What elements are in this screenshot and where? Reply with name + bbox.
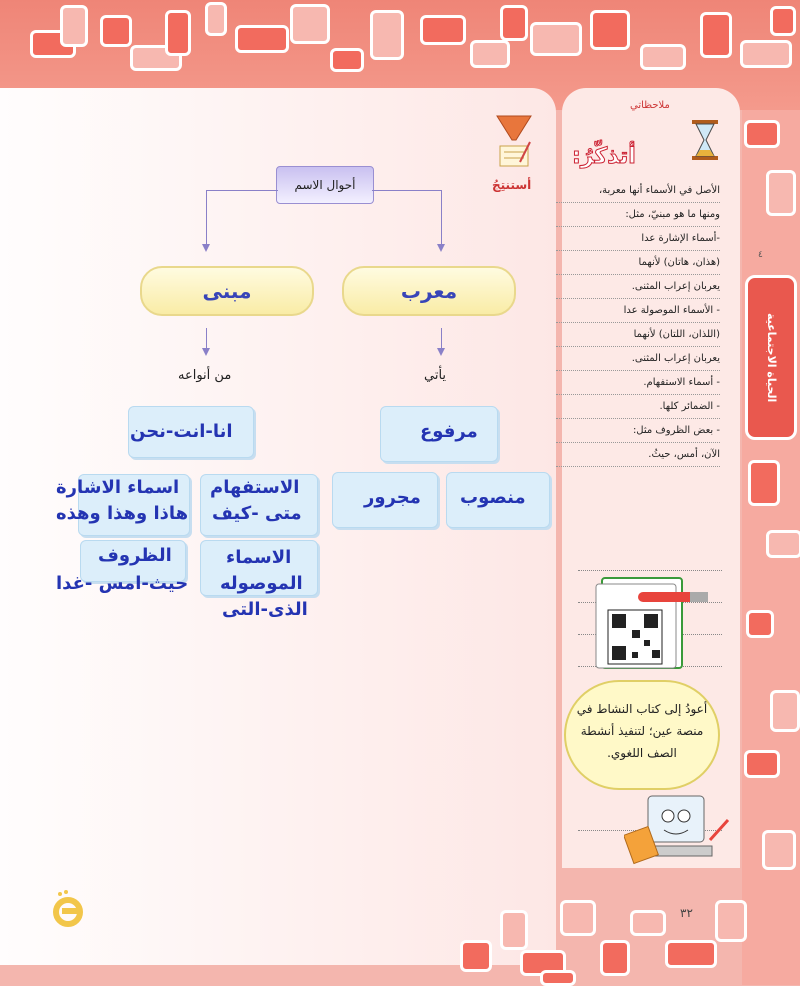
remember-line: - الضمائر كلها. (556, 396, 720, 419)
mawsoula-line3: الذى-التى (222, 599, 308, 620)
arrow-icon (437, 244, 445, 252)
concept-root: أحوال الاسم (276, 166, 374, 204)
conclude-label: أستنتِجُ (492, 178, 532, 192)
chapter-tab[interactable] (745, 275, 797, 440)
istifham-line1: الاستفهام (210, 477, 300, 498)
remember-line: يعربان إعراب المثنى. (556, 276, 720, 299)
remember-title: أتذكّرُ: (572, 144, 636, 169)
remember-line: - الأسماء الموصولة عدا (556, 300, 720, 323)
arrow-icon (202, 244, 210, 252)
thuruf-line1: الظروف (98, 545, 172, 566)
remember-line: ومنها ما هو مبنيّ، مثل: (556, 204, 720, 227)
computer-mascot-icon (624, 790, 734, 870)
arrow-icon (437, 348, 445, 356)
remember-line: الأصل في الأسماء أنها معربة، (556, 180, 720, 203)
remember-line: - أسماء الاستفهام. (556, 372, 720, 395)
bubble-line: منصة عين؛ لتنفيذ أنشطة (580, 724, 704, 738)
activity-bubble (564, 680, 720, 790)
mabni-box: مبنى (140, 266, 314, 316)
right-strip (742, 110, 800, 985)
remember-line: - بعض الظروف مثل: (556, 420, 720, 443)
ishara-line2: هاذا وهذا وهذه (56, 503, 189, 524)
remember-line: -أسماء الإشارة عدا (556, 228, 720, 251)
ishara-line1: اسماء الاشارة (56, 477, 180, 498)
page-number: ٣٢ (680, 906, 693, 920)
connector (441, 328, 442, 350)
murab-sub: يأتي (424, 368, 447, 383)
qr-code-icon[interactable] (594, 570, 714, 670)
chapter-tab-label: الحياة الاجتماعية (765, 312, 778, 403)
marfou-text: مرفوع (420, 421, 478, 442)
mawsoula-line2: الموصوله (220, 573, 303, 594)
murab-box: معرب (342, 266, 516, 316)
connector (206, 328, 207, 350)
note-label: ملاحظاتي (630, 100, 670, 111)
remember-line: الآن، أمس، حيثُ. (556, 444, 720, 467)
istifham-line2: متى -كيف (212, 503, 302, 524)
connector (372, 190, 442, 191)
remember-line: (هذان، هاتان) لأنهما (556, 252, 720, 275)
remember-line: يعربان إعراب المثنى. (556, 348, 720, 371)
mansoub-text: منصوب (460, 487, 526, 508)
mabni-sub: من أنواعه (178, 368, 232, 383)
bubble-line: أعودُ إلى كتاب النشاط في (576, 702, 708, 716)
majrour-text: مجرور (364, 487, 421, 508)
hourglass-icon (690, 118, 720, 162)
mabni-top-text: انا-انت-نحن (130, 421, 233, 442)
connector (206, 190, 207, 244)
thuruf-line2: حيث-امس -غدا (56, 573, 189, 594)
connector (441, 190, 442, 244)
connector (206, 190, 278, 191)
conclude-icon (494, 112, 534, 170)
step-number: ٤ (758, 250, 763, 260)
mawsoula-line1: الاسماء (226, 547, 292, 568)
arrow-icon (202, 348, 210, 356)
remember-line: (اللذان، اللتان) لأنهما (556, 324, 720, 347)
ein-logo-icon (48, 888, 86, 932)
bubble-line: الصف اللغوي. (607, 746, 677, 760)
